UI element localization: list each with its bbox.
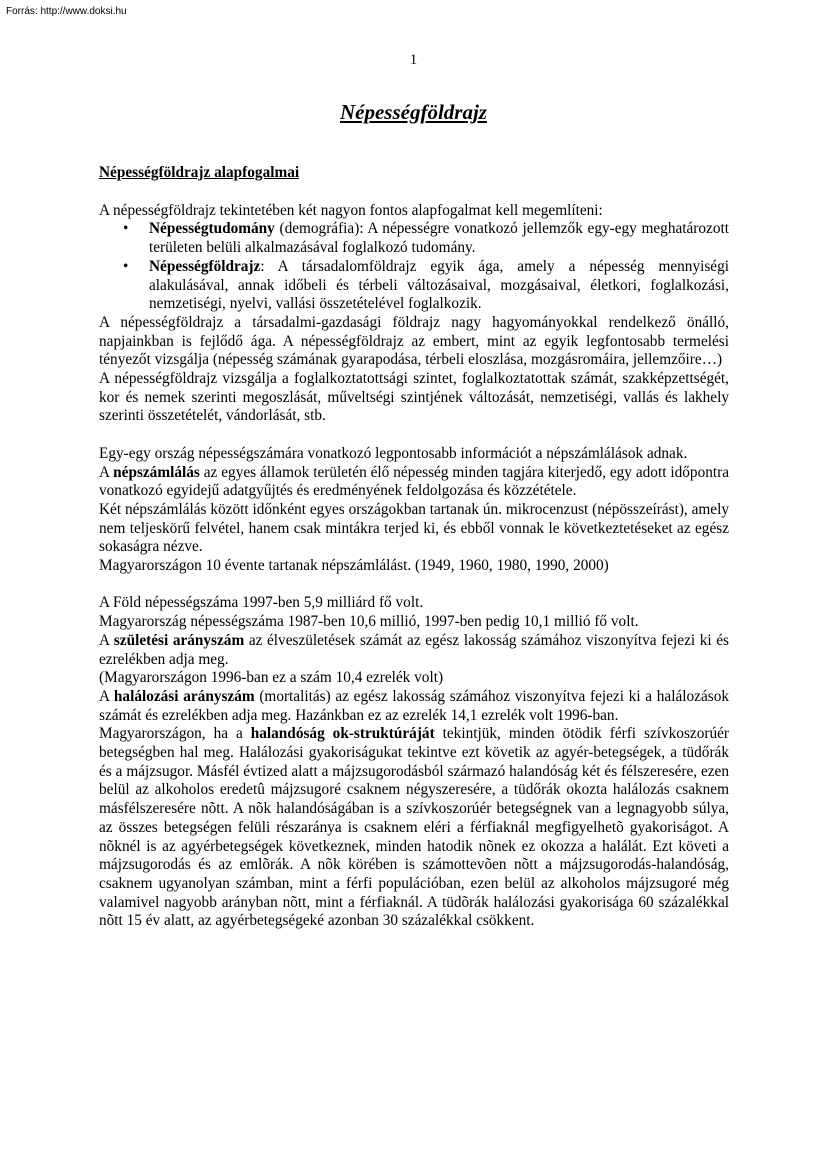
paragraph: A születési arányszám az élveszületések számát az egész lakosság számához viszonyítva fejezi ki és ezrelékben adja meg. [99,631,730,668]
document-title: Népességföldrajz [340,100,487,124]
page-number: 1 [409,52,418,68]
term-definition: (demográfia): A népességre vonatkozó jellemzők egy-egy meghatározott területen belüli alkalmazásával foglalkozó tudomány. [149,220,729,257]
term-label: halálozási arányszám [113,687,255,705]
paragraph: Magyarországon, ha a halandóság ok-struktúráját tekintjük, minden ötödik férfi szívkoszorúér betegségben hal meg. Halálozási gyakoriságukat tekintve ezt követik az agyér-betegségek, a tüdőrák és a májzsugor. Másfél évtized alatt a májzsugorodásból származó halandóság két és félszeresére, ezen belül az alkoholos eredetû májzsugoré csaknem négyszeresére, a tüdőrák okozta halálozás csaknem másfélszeresére nõtt. A nõk halandóságában is a szívkoszorúér betegségnek van a legnagyobb súlya, az összes betegségen felüli részaránya is csaknem eléri a férfiaknál megfigyelhetõ gyakoriságot. A nõknél is az agyérbetegségek következnek, minden hatodik nõnek ez okozza a halálát. Ezt követi a májzsugorodás és az emlõrák. A nõk körében is számottevõen nõtt a májzsugorodás-halandóság, csaknem ugyanolyan számban, mint a férfi populációban, ezen belül az alkoholos májzsugoré még valamivel nagyobb arányban nõtt, mint a férfiaknál. A tüdõrák halálozási gyakorisága 60 százalékkal nõtt 15 év alatt, az agyérbetegségeké azonban 30 százalékkal csökkent. [99,725,729,930]
term-label: születési arányszám [113,631,245,649]
term-label: Népességtudomány [149,220,275,238]
term-label: népszámlálás [113,463,200,481]
section-heading: Népességföldrajz alapfogalmai [99,164,300,181]
paragraph: A halálozási arányszám (mortalitás) az egész lakosság számához viszonyítva fejezi ki a halálozások számát és ezrelékben adja meg. Hazánkban ez az ezrelék 14,1 ezrelék volt 1996-ban. [99,687,729,724]
paragraph: (Magyarországon 1996-ban ez a szám 10,4 ezrelék volt) [99,669,444,687]
intro-paragraph: A népességföldrajz tekintetében két nagyon fontos alapfogalmat kell megemlíteni: [99,201,603,219]
paragraph: A népszámlálás az egyes államok területén élő népesség minden tagjára kiterjedő, egy adott időpontra vonatkozó egyidejű adatgyűjtés és eredményének feldolgozása és közzététele. [99,463,729,500]
list-item [149,258,729,314]
paragraph: Magyarország népességszáma 1987-ben 10,6 millió, 1997-ben pedig 10,1 millió fő volt. [99,613,639,631]
term-label: halandóság ok-struktúráját [250,725,435,743]
definition-list [99,220,729,314]
list-item [149,220,729,257]
paragraph: A népességföldrajz a társadalmi-gazdasági földrajz nagy hagyományokkal rendelkező önálló, napjainkban is fejlődő ága. A népességföldrajz az embert, mint az egyik legfontosabb termelési tényezőt vizsgálja (népesség számának gyarapodása, térbeli eloszlása, mozgásromáira, jellemzőire…) [99,313,729,369]
paragraph: Két népszámlálás között időnként egyes országokban tartanak ún. mikrocenzust (népösszeírást), amely nem teljeskörű felvétel, hanem csak mintákra terjed ki, és ebből vonnak le következtetéseket az egész sokaságra nézve. [99,500,729,556]
paragraph: Egy-egy ország népességszámára vonatkozó legpontosabb információt a népszámlálások adnak. [99,444,688,462]
paragraph: A Föld népességszáma 1997-ben 5,9 milliárd fő volt. [99,594,424,612]
source-note: Forrás: http://www.doksi.hu [6,6,127,17]
document-body [99,164,729,931]
paragraph: A népességföldrajz vizsgálja a foglalkoztatottsági szintet, foglalkoztatottak számát, szakképzettségét, kor és nemek szerinti megoszlását, műveltségi szintjének változását, nemzetiségi, vallás és lakhely szerinti összetételét, vándorlását, stb. [99,370,729,425]
term-definition: : A társadalomföldrajz egyik ága, amely a népesség mennyiségi alakulásával, annak időbeli és térbeli változásaival, mozgásaival, életkori, foglalkozási, nemzetiségi, nyelvi, vallási összetételével foglalkozik. [149,257,729,313]
paragraph: Magyarországon 10 évente tartanak népszámlálást. (1949, 1960, 1980, 1990, 2000) [99,557,609,575]
term-label: Népességföldrajz [149,257,261,275]
